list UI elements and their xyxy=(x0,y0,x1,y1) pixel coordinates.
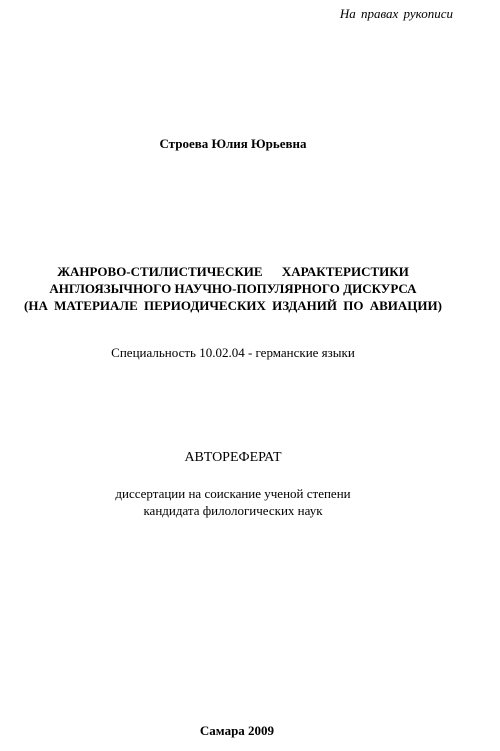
manuscript-rights-notice: На правах рукописи xyxy=(339,6,453,21)
specialty-line: Специальность 10.02.04 - германские языки xyxy=(111,345,355,360)
title-line-1: ЖАНРОВО-СТИЛИСТИЧЕСКИЕ ХАРАКТЕРИСТИКИ xyxy=(57,264,409,279)
document-kind-heading: АВТОРЕФЕРАТ xyxy=(184,450,282,465)
dissertation-title xyxy=(0,263,466,314)
title-line-3: (НА МАТЕРИАЛЕ ПЕРИОДИЧЕСКИХ ИЗДАНИЙ ПО АВИАЦИИ) xyxy=(24,298,442,313)
purpose-line-2: кандидата филологических наук xyxy=(143,503,323,518)
degree-purpose xyxy=(0,485,466,519)
purpose-line-1: диссертации на соискание ученой степени xyxy=(115,486,351,501)
title-line-2: АНГЛОЯЗЫЧНОГО НАУЧНО-ПОПУЛЯРНОГО ДИСКУРСА xyxy=(49,281,417,296)
author-name: Строева Юлия Юрьевна xyxy=(159,136,307,151)
place-and-year: Самара 2009 xyxy=(199,723,275,738)
